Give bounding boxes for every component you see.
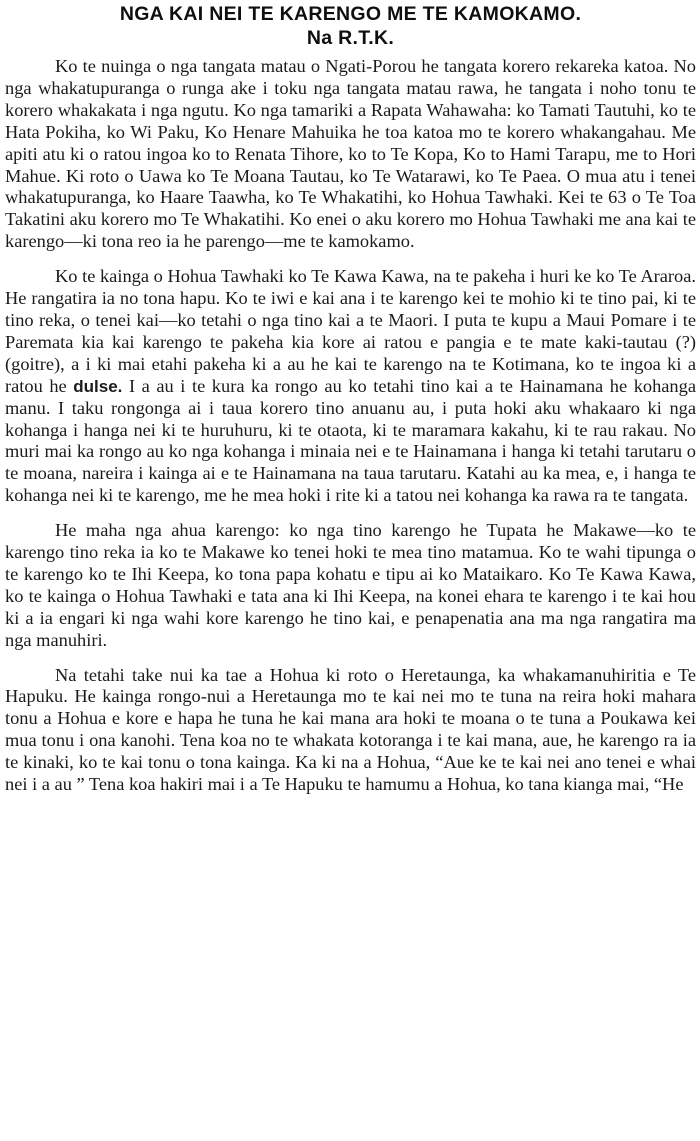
paragraph-2 bbox=[5, 266, 696, 507]
article-title: NGA KAI NEI TE KARENGO ME TE KAMOKAMO. bbox=[119, 3, 582, 25]
paragraph-2-text-before: Ko te kainga o Hohua Tawhaki ko Te Kawa Kawa, na te pakeha i huri ke ko Te Araroa. He rangatira ia no tona hapu. Ko te iwi e kai ana i te karengo kei te mohio ki te tino pai, ki te tino reka, o tenei kai—ko tetahi o nga tino kai a te Maori. I puta te kupu a Maui Pomare i te Paremata kia kai karengo te pakeha kia kore ai ratou e pangia e te mate kaki-tautau (?) (goitre), a i ki mai etahi pakeha ki a au he kai te karengo na te Kotimana, ko te ingoa ki a ratou he bbox=[5, 266, 696, 396]
paragraph-2-text-after: I a au i te kura ka rongo au ko tetahi tino kai a te Hainamana he kohanga manu. I taku rongonga ai i taua korero tino anuanu au, i puta hoki aku whakaaro ki nga kohanga i hanga nei ki te huruhuru, ki te otaota, ki te maramara kakahu, ki te rau rakau. No muri mai ka rongo au ko nga kohanga i minaia nei e te Hainamana i hanga ki tetahi tarutaru o te moana, nareira i kainga ai e te Hainamana na taua tarutaru. Katahi au ka mea, e, i hanga te kohanga nei ki te karengo, me he mea hoki i rite ki a tatou nei kohanga ka rawa ra te tangata. bbox=[5, 375, 696, 506]
paragraph-1: Ko te nuinga o nga tangata matau o Ngati-Porou he tangata korero rekareka katoa. No nga whakatupuranga o runga ake i toku nga tangata matau rawa, he tangata i noho tonu te korero whakakata i nga ngutu. Ko nga tamariki a Rapata Wahawaha: ko Tamati Tautuhi, ko te Hata Pokiha, ko Wi Paku, Ko Henare Mahuika he toa katoa mo te korero whakangahau. Me apiti atu ki o ratou ingoa ko to Renata Tihore, ko to Te Kopa, Ko to Hami Tarapu, me to Hori Mahue. Ki roto o Uawa ko Te Moana Tautau, ko Te Watarawi, ko Te Paea. O mua atu i tenei whakatupuranga, ko Haare Taawha, ko Te Whakatihi, ko Hohua Tawhaki. Kei te 63 o Te Toa Takatini aku korero mo Te Whakatihi. Ko enei o aku korero mo Hohua Tawhaki me ana kai te karengo—ki tona reo ia he parengo—me te kamokamo. bbox=[5, 56, 696, 252]
paragraph-4: Na tetahi take nui ka tae a Hohua ki roto o Heretaunga, ka whakamanuhiritia e Te Hapuku. He kainga rongo-nui a Heretaunga mo te kai nei mo te tuna na reira hoki mahara tonu a Hohua e kore e hapa he tuna he kai mana ara hoki te moana o te tuna a Poukawa kei mua tonu i ona kanohi. Tena koa no te whakata kotoranga i te kai mana, aue, he karengo ra ia te kinaki, ko te kai tonu o tona kainga. Ka ki na a Hohua, “Aue ke te kai nei ano tenei e whai nei i a au ” Tena koa hakiri mai i a Te Hapuku te hamumu a Hohua, ko tana kianga mai, “He bbox=[5, 664, 696, 795]
paragraph-3: He maha nga ahua karengo: ko nga tino karengo he Tupata he Makawe—ko te karengo tino reka ia ko te Makawe ko tenei hoki te mea tino matamua. Ko te wahi tipunga o te karengo ko te Ihi Keepa, ko tona papa kohatu e tipu ai ko Mataikaro. Ko Te Kawa Kawa, ko te kainga o Hohua Tawhaki e tata ana ki Ihi Keepa, na konei ehara te karengo i te kai hou ki a ia engari ki nga wahi kore karengo he tino kai, e penapenatia ana ma nga rangatira ma nga manuhiri. bbox=[5, 520, 696, 650]
dulse-term: dulse. bbox=[73, 376, 123, 396]
article-byline: Na R.T.K. bbox=[306, 27, 395, 49]
